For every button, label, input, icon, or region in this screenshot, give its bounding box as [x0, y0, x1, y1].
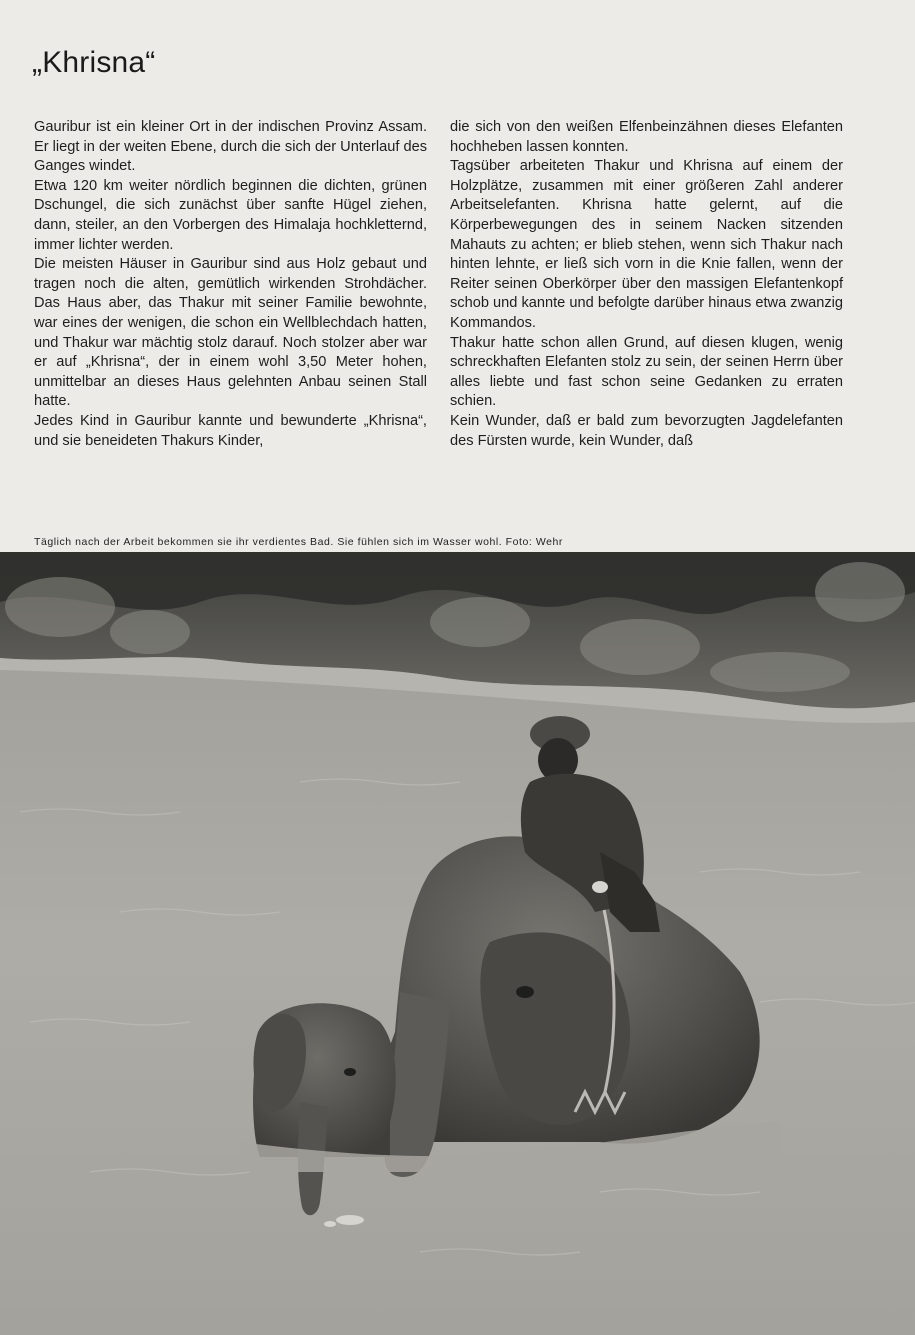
article-title: „Khrisna“ — [32, 46, 156, 79]
paragraph: Kein Wunder, daß er bald zum bevorzugten Jagdelefanten des Fürsten wurde, kein Wunder, daß — [450, 412, 843, 449]
rider-hand — [592, 881, 608, 893]
right-text-column — [450, 118, 843, 451]
paragraph: Jedes Kind in Gauribur kannte und bewunderte „Khrisna“, und sie beneideten Thakurs Kinder, — [34, 412, 427, 449]
paragraph: Thakur hatte schon allen Grund, auf diesen klugen, wenig schreckhaften Elefanten stolz zu sein, der seinen Herrn über alles liebte und fast schon seine Gedanken zu erraten schien. — [450, 334, 843, 410]
left-text-column — [34, 118, 427, 451]
paragraph: Gauribur ist ein kleiner Ort in der indischen Provinz Assam. Er liegt in der weiten Ebene, durch die sich der Unterlauf des Ganges windet. — [34, 119, 427, 175]
adult-elephant-eye — [516, 986, 534, 998]
photo-caption: Täglich nach der Arbeit bekommen sie ihr verdientes Bad. Sie fühlen sich im Wasser wohl. Foto: Wehr — [34, 536, 563, 548]
paragraph: Tagsüber arbeiteten Thakur und Khrisna auf einem der Holzplätze, zusammen mit einer größeren Zahl anderer Arbeitselefanten. Khrisna hatte gelernt, auf die Körperbewegungen des in seinem Nacken sitzenden Mahauts zu achten; er blieb stehen, wenn sich Thakur nach hinten lehnte, er ließ sich vorn in die Knie fallen, wenn der Reiter seinen Oberkörper über den massigen Elefantenkopf schob und kannte und befolgte darüber hinaus etwa zwanzig Kommandos. — [450, 158, 843, 331]
paragraph: Etwa 120 km weiter nördlich beginnen die dichten, grünen Dschungel, die sich zunächst über sanfte Hügel ziehen, dann, steiler, an den Vorbergen des Himalaja hochkletternd, immer lichter werden. — [34, 177, 427, 253]
photo-illustration — [0, 552, 915, 1335]
paragraph: die sich von den weißen Elfenbeinzähnen dieses Elefanten hochheben lassen konnten. — [450, 119, 843, 155]
elephant-bath-photo — [0, 552, 915, 1335]
calf-elephant-eye — [344, 1068, 356, 1076]
paragraph: Die meisten Häuser in Gauribur sind aus Holz gebaut und tragen noch die alten, gemütlich wirkenden Strohdächer. Das Haus aber, das Thakur mit seiner Familie bewohnte, war eines der wenigen, die schon ein Wellblechdach hatten, und Thakur war mächtig stolz darauf. Noch stolzer aber war er auf „Khrisna“, der in einem wohl 3,50 Meter hohen, unmittelbar an dieses Haus gelehnten Anbau seinen Stall hatte. — [34, 256, 427, 410]
